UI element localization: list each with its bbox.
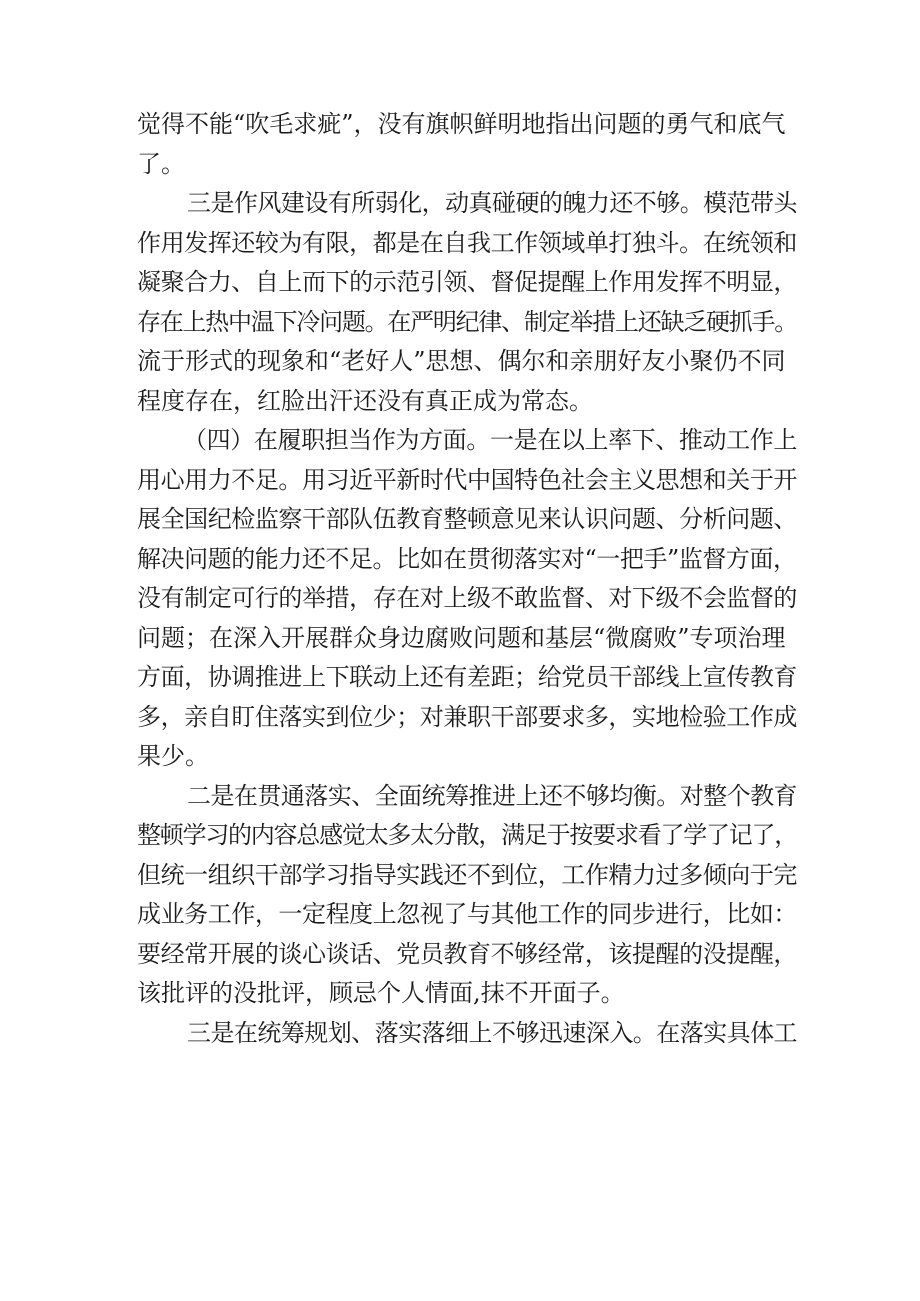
text-line: 三是作风建设有所弱化，动真碰硬的魄力还不够。模范带头 xyxy=(187,189,798,217)
paragraph xyxy=(137,1014,797,1054)
text-line: 该批评的没批评，顾忌个人情面,抹不开面子。 xyxy=(137,979,625,1007)
text-line: 流于形式的现象和“老好人”思想、偶尔和亲朋好友小聚仍不同 xyxy=(137,347,786,375)
text-line: 存在上热中温下冷问题。在严明纪律、制定举措上还缺乏硬抓手。 xyxy=(137,307,798,336)
text-line: 作用发挥还较为有限，都是在自我工作领域单打独斗。在统领和 xyxy=(137,228,797,257)
text-line: 程度存在，红脸出汗还没有真正成为常态。 xyxy=(137,386,593,415)
text-line: 了。 xyxy=(137,149,185,178)
text-line: 觉得不能“吹毛求疵”，没有旗帜鲜明地指出问题的勇气和底气 xyxy=(137,110,786,138)
text-line: 方面，协调推进上下联动上还有差距；给党员干部线上宣传教育 xyxy=(137,663,797,691)
text-line: 三是在统筹规划、落实落细上不够迅速深入。在落实具体工 xyxy=(187,1018,798,1047)
text-line: 凝聚合力、自上而下的示范引领、督促提醒上作用发挥不明显， xyxy=(137,268,797,296)
text-line: 成业务工作，一定程度上忽视了与其他工作的同步进行，比如： xyxy=(137,900,797,928)
text-line: 但统一组织干部学习指导实践还不到位，工作精力过多倾向于完 xyxy=(137,860,797,889)
document-body xyxy=(137,105,797,1053)
text-line: 果少。 xyxy=(137,742,209,770)
text-line: 多，亲自盯住落实到位少；对兼职干部要求多，实地检验工作成 xyxy=(137,702,797,731)
text-line: 整顿学习的内容总感觉太多太分散，满足于按要求看了学了记了， xyxy=(137,821,798,849)
text-line: 要经常开展的谈心谈话、党员教育不够经常，该提醒的没提醒， xyxy=(137,939,797,968)
paragraph xyxy=(137,421,797,777)
text-line: 二是在贯通落实、全面统筹推进上还不够均衡。对整个教育 xyxy=(187,781,798,810)
paragraph xyxy=(137,184,797,421)
paragraph xyxy=(137,777,797,1014)
text-line: （四）在履职担当作为方面。一是在以上率下、推动工作上 xyxy=(183,426,797,454)
text-line: 问题；在深入开展群众身边腐败问题和基层“微腐败”专项治理 xyxy=(137,623,786,652)
text-line: 展全国纪检监察干部队伍教育整顿意见来认识问题、分析问题、 xyxy=(137,505,797,533)
text-line: 没有制定可行的举措，存在对上级不敢监督、对下级不会监督的 xyxy=(137,584,797,612)
paragraph xyxy=(137,105,797,184)
text-line: 用心用力不足。用习近平新时代中国特色社会主义思想和关于开 xyxy=(137,465,797,494)
text-line: 解决问题的能力还不足。比如在贯彻落实对“一把手”监督方面， xyxy=(137,544,797,573)
